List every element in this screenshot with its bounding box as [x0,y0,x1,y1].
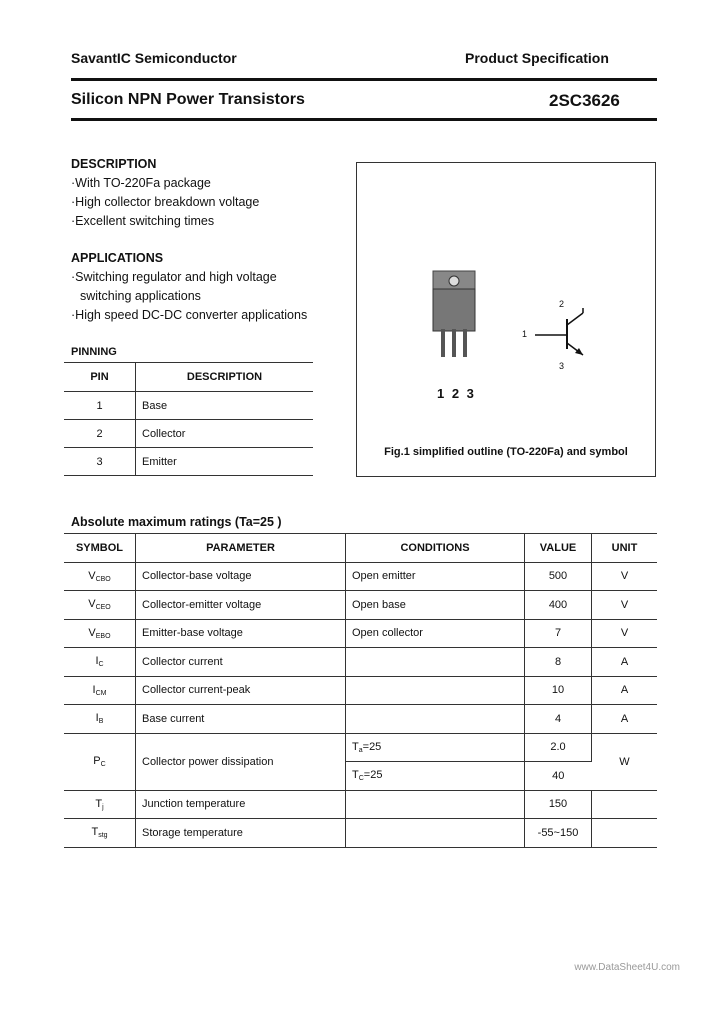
rating-condition [346,790,525,819]
rating-condition: $T_a=25$ [346,733,525,762]
parameter-col-header: PARAMETER [136,534,346,563]
rating-parameter: Collector-base voltage [136,562,346,591]
rating-value: 4 [525,705,592,734]
table-row [64,392,313,420]
pin-number: 3 [64,448,136,476]
rating-unit: V [592,562,658,591]
rating-value: 10 [525,676,592,705]
pin-description: Base [136,392,314,420]
rating-unit: V [592,591,658,620]
conditions-col-header: CONDITIONS [346,534,525,563]
rating-symbol: $V_{CEO}$ [64,591,136,620]
symbol-pin-3: 3 [559,361,565,371]
description-item: ·High collector breakdown voltage [71,195,260,209]
rating-unit: V [592,619,658,648]
rating-parameter: Storage temperature [136,819,346,848]
description-item: ·Excellent switching times [71,214,215,228]
rating-parameter: Collector power dissipation [136,733,346,790]
table-row [64,676,657,705]
unit-col-header: UNIT [592,534,658,563]
symbol-col-header: SYMBOL [64,534,136,563]
table-row [64,448,313,476]
symbol-pin-1: 1 [522,329,528,339]
rating-condition [346,705,525,734]
package-outline-icon [357,163,655,433]
rating-symbol: $V_{EBO}$ [64,619,136,648]
package-figure [356,162,656,477]
rating-condition: Open collector [346,619,525,648]
rating-unit: A [592,705,658,734]
table-row [64,591,657,620]
application-item: ·Switching regulator and high voltage [71,270,277,284]
table-row [64,420,313,448]
value-col-header: VALUE [525,534,592,563]
applications-heading: APPLICATIONS [71,251,164,265]
desc-col-header: DESCRIPTION [136,363,314,392]
pinning-heading: PINNING [71,346,117,358]
rating-value: 500 [525,562,592,591]
rating-value: 150 [525,790,592,819]
table-row [64,819,657,848]
rating-symbol: $T_{stg}$ [64,819,136,848]
rating-parameter: Base current [136,705,346,734]
rating-condition [346,648,525,677]
rating-parameter: Collector current-peak [136,676,346,705]
title-rule [71,118,657,121]
rating-condition: Open emitter [346,562,525,591]
rating-condition [346,819,525,848]
table-row [64,648,657,677]
ratings-title: Absolute maximum ratings (Ta=25 ) [71,515,282,529]
rating-condition: Open base [346,591,525,620]
rating-symbol: $I_{CM}$ [64,676,136,705]
table-row [64,705,657,734]
table-row [64,619,657,648]
rating-unit: W [592,733,658,790]
symbol-pin-2: 2 [559,299,565,309]
rating-unit: A [592,676,658,705]
pin-description: Collector [136,420,314,448]
rating-value: 400 [525,591,592,620]
table-row [64,562,657,591]
ratings-table [64,533,657,848]
rating-parameter: Junction temperature [136,790,346,819]
pin-number: 1 [64,392,136,420]
part-number: 2SC3626 [549,91,620,110]
description-heading: DESCRIPTION [71,157,157,171]
rating-symbol: $T_j$ [64,790,136,819]
pin-number: 2 [64,420,136,448]
pin-col-header: PIN [64,363,136,392]
rating-symbol: $I_B$ [64,705,136,734]
rating-symbol: $V_{CBO}$ [64,562,136,591]
footer-watermark: www.DataSheet4U.com [574,962,680,973]
rating-parameter: Collector-emitter voltage [136,591,346,620]
application-item: switching applications [80,289,201,303]
company-name: SavantIC Semiconductor [71,50,237,66]
pinning-table [64,362,313,476]
application-item: ·High speed DC-DC converter applications [71,308,308,322]
rating-parameter: Emitter-base voltage [136,619,346,648]
table-row [64,790,657,819]
rating-value: 7 [525,619,592,648]
rating-symbol: $P_C$ [64,733,136,790]
rating-symbol: $I_C$ [64,648,136,677]
doc-type: Product Specification [465,50,609,66]
product-title: Silicon NPN Power Transistors [71,91,305,108]
rating-value: 8 [525,648,592,677]
description-item: ·With TO-220Fa package [71,176,211,190]
rating-condition [346,676,525,705]
rating-value: 2.0 [525,733,592,762]
rating-unit: A [592,648,658,677]
package-pin-labels: 1 2 3 [437,386,476,401]
rating-value: 40 [525,762,592,791]
header-rule [71,78,657,81]
figure-caption: Fig.1 simplified outline (TO-220Fa) and symbol [384,446,628,458]
rating-condition: $T_C=25$ [346,762,525,791]
rating-parameter: Collector current [136,648,346,677]
rating-unit [592,790,658,819]
pin-description: Emitter [136,448,314,476]
rating-value: -55~150 [525,819,592,848]
table-row [64,733,657,762]
rating-unit [592,819,658,848]
